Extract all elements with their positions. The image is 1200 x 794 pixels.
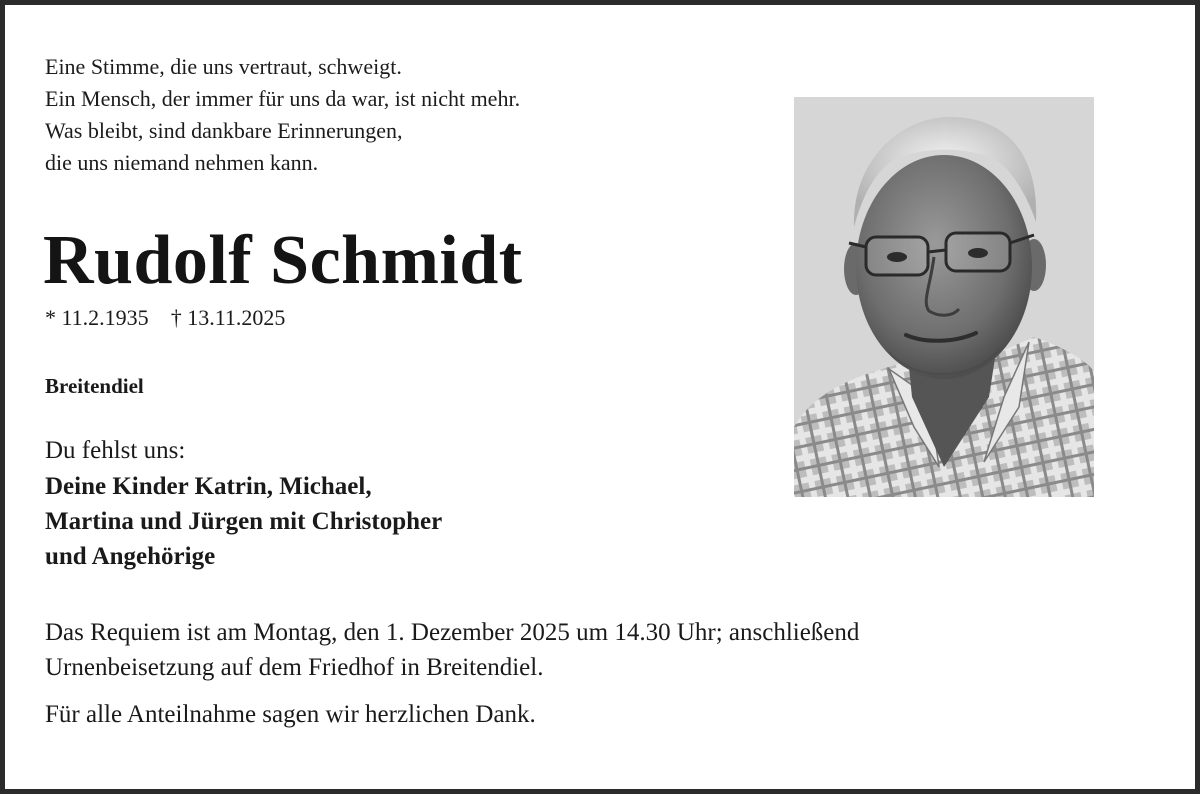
portrait-photo xyxy=(794,97,1094,497)
poem-line: Ein Mensch, der immer für uns da war, ist nicht mehr. xyxy=(45,86,521,111)
missing-intro: Du fehlst uns: xyxy=(45,437,186,464)
mourners-list xyxy=(45,469,442,574)
thanks-note: Für alle Anteilnahme sagen wir herzlichen Dank. xyxy=(45,701,536,728)
death-date: † 13.11.2025 xyxy=(170,305,286,330)
poem-line: die uns niemand nehmen kann. xyxy=(45,150,319,175)
requiem-line: Das Requiem ist am Montag, den 1. Dezember 2025 um 14.30 Uhr; anschließend xyxy=(45,619,860,646)
birth-date: * 11.2.1935 xyxy=(45,305,149,330)
requiem-info xyxy=(45,615,859,685)
life-dates xyxy=(45,303,285,333)
poem-line: Was bleibt, sind dankbare Erinnerungen, xyxy=(45,118,403,143)
requiem-line: Urnenbeisetzung auf dem Friedhof in Breitendiel. xyxy=(45,654,544,681)
memorial-poem xyxy=(45,51,520,179)
mourners-line: und Angehörige xyxy=(45,543,216,570)
poem-line: Eine Stimme, die uns vertraut, schweigt. xyxy=(45,54,402,79)
portrait-illustration xyxy=(794,97,1094,497)
mourners-line: Martina und Jürgen mit Christopher xyxy=(45,508,443,535)
deceased-name: Rudolf Schmidt xyxy=(43,222,523,299)
hometown: Breitendiel xyxy=(45,374,144,398)
mourners-line: Deine Kinder Katrin, Michael, xyxy=(45,473,372,500)
